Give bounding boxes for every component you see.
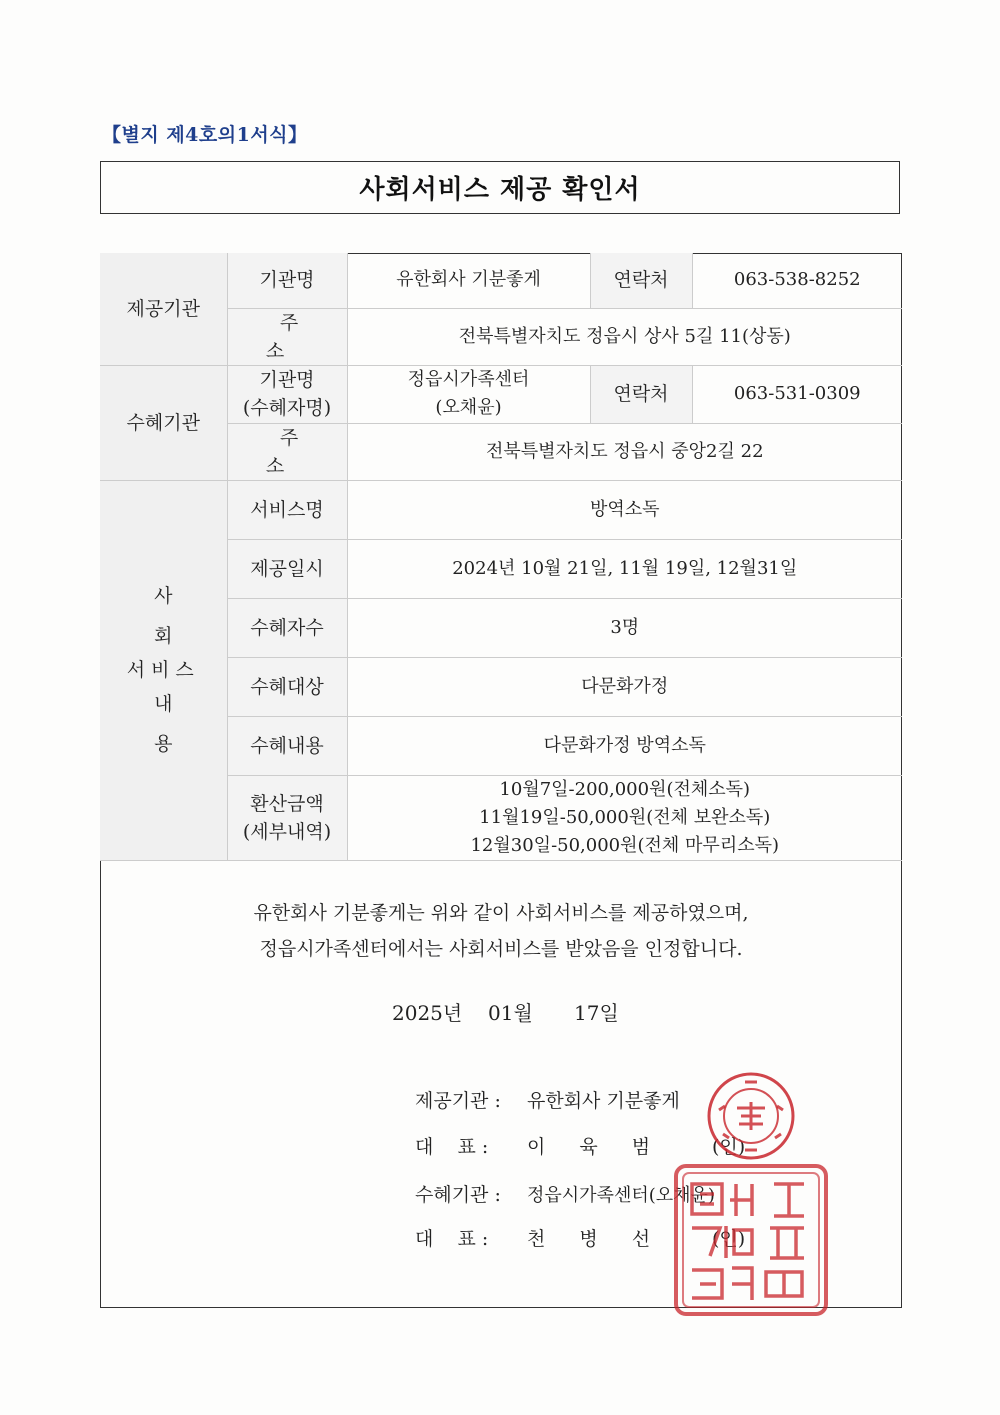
recipient-address-value: 전북특별자치도 정읍시 중앙2길 22	[347, 423, 902, 480]
provider-name-value: 유한회사 기분좋게	[347, 253, 590, 308]
provider-address-label: 주 소	[227, 308, 347, 365]
recipient-name-value: 정읍시가족센터 (오채윤)	[347, 365, 590, 423]
provider-address-value: 전북특별자치도 정읍시 상사 5길 11(상동)	[347, 308, 902, 365]
target-value: 다문화가정	[347, 657, 902, 716]
provider-contact-label: 연락처	[590, 253, 692, 308]
document-title: 사회서비스 제공 확인서	[359, 175, 641, 205]
recipient-name-label: 기관명 (수혜자명)	[227, 365, 347, 423]
confirmation-table	[100, 253, 902, 861]
service-group-label: 사 회 서비스 내 용	[100, 480, 227, 860]
seal-mark: (인)	[712, 1136, 746, 1158]
target-label: 수혜대상	[227, 657, 347, 716]
provider-name-row	[100, 253, 902, 308]
provider-rep-signature-line: 대 표 : 이 육 범 (인)	[415, 1132, 745, 1159]
seal-mark: (인)	[712, 1228, 746, 1250]
issue-date	[392, 997, 619, 1026]
recipient-address-label: 주 소	[227, 423, 347, 480]
recipient-signature-line: 수혜기관 : 정읍시가족센터(오채윤)	[415, 1184, 715, 1206]
recipient-rep-signature-line: 대 표 : 천 병 선 (인)	[415, 1224, 745, 1251]
service-name-label: 서비스명	[227, 480, 347, 539]
service-name-value: 방역소독	[347, 480, 902, 539]
amount-line: 12월30일-50,000원(전체 마무리소독)	[470, 834, 780, 856]
service-date-label: 제공일시	[227, 539, 347, 598]
recipient-name-row	[100, 365, 902, 423]
provider-name-label: 기관명	[227, 253, 347, 308]
amount-line: 11월19일-50,000원(전체 보완소독)	[479, 806, 771, 828]
recipient-contact-label: 연락처	[590, 365, 692, 423]
date-day: 17일	[574, 1001, 619, 1025]
date-month: 01월	[488, 1001, 533, 1025]
recipient-seal-stamp	[670, 1160, 832, 1320]
date-year: 2025년	[392, 1001, 463, 1025]
amount-label: 환산금액 (세부내역)	[227, 775, 347, 860]
recipient-group-label: 수혜기관	[100, 365, 227, 480]
service-date-value: 2024년 10월 21일, 11월 19일, 12월31일	[347, 539, 902, 598]
recipient-count-label: 수혜자수	[227, 598, 347, 657]
recipient-contact-value: 063-531-0309	[692, 365, 902, 423]
provider-contact-value: 063-538-8252	[692, 253, 902, 308]
amount-line: 10월7일-200,000원(전체소독)	[499, 778, 751, 800]
provider-seal-stamp	[705, 1070, 797, 1162]
content-label: 수혜내용	[227, 716, 347, 775]
confirmation-statement: 유한회사 기분좋게는 위와 같이 사회서비스를 제공하였으며, 정읍시가족센터에서는 사회서비스를 받았음을 인정합니다.	[253, 902, 749, 960]
provider-signature-line: 제공기관 : 유한회사 기분좋게	[415, 1090, 680, 1112]
document-title-box	[100, 161, 900, 214]
amount-details	[347, 775, 902, 860]
provider-group-label: 제공기관	[100, 253, 227, 365]
recipient-count-value: 3명	[347, 598, 902, 657]
content-value: 다문화가정 방역소독	[347, 716, 902, 775]
form-number-tag: 【별지 제4호의1서식】	[102, 124, 308, 146]
service-row	[100, 480, 902, 539]
